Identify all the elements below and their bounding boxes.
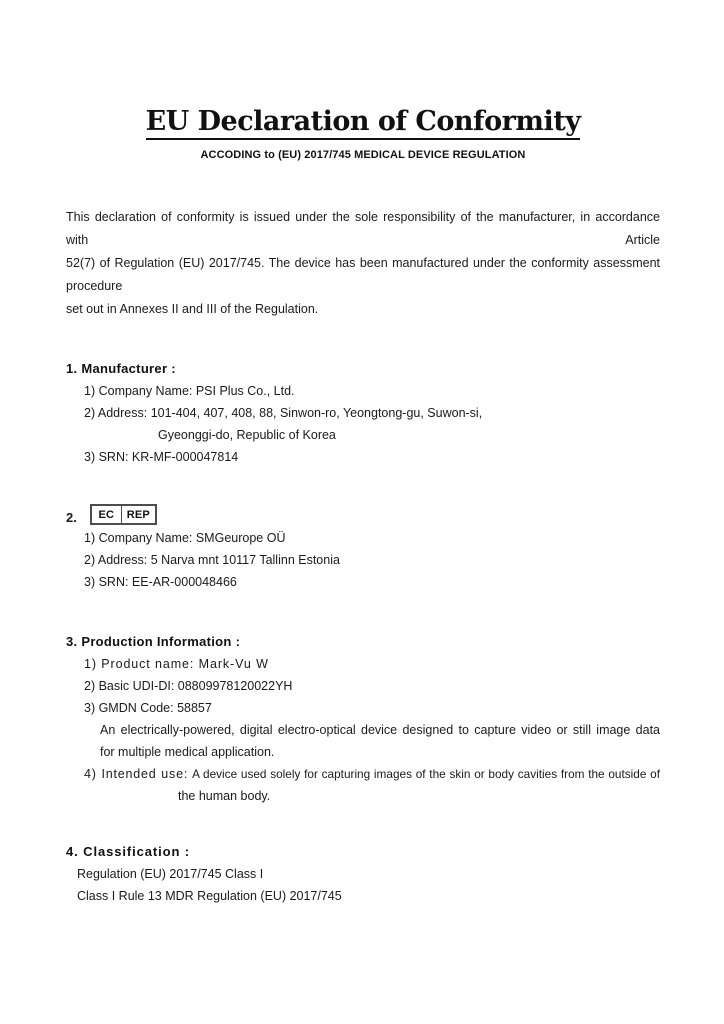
intro-line-3: set out in Annexes II and III of the Regulation. <box>66 302 319 316</box>
gmdn-description-line-2: for multiple medical application. <box>100 745 275 759</box>
manufacturer-address-line-1: 2) Address: 101-404, 407, 408, 88, Sinwon-ro, Yeongtong-gu, Suwon-si, <box>84 406 483 420</box>
gmdn-code: 3) GMDN Code: 58857 <box>84 701 212 715</box>
representative-address: 2) Address: 5 Narva mnt 10117 Tallinn Estonia <box>84 553 340 567</box>
product-name: 1) Product name: Mark-Vu W <box>84 657 269 671</box>
ec-rep-symbol-rep-cell: REP <box>126 508 150 521</box>
document-title-text: EU Declaration of Conformity <box>146 106 581 140</box>
manufacturer-company-name: 1) Company Name: PSI Plus Co., Ltd. <box>84 384 295 398</box>
authorized-representative-number: 2. <box>66 510 77 525</box>
representative-company-name: 1) Company Name: SMGeurope OÜ <box>84 531 286 545</box>
section-classification <box>66 841 660 907</box>
manufacturer-address-line-2: Gyeonggi-do, Republic of Korea <box>158 428 336 442</box>
intended-use-label: 4) Intended use: <box>84 767 189 781</box>
classification-heading: 4. Classification : <box>66 844 191 859</box>
gmdn-description-line-1: An electrically-powered, digital electro-optical device designed to capture video or still image data <box>100 723 660 737</box>
section-manufacturer <box>66 358 660 468</box>
representative-srn: 3) SRN: EE-AR-000048466 <box>84 575 237 589</box>
classification-line-2: Class I Rule 13 MDR Regulation (EU) 2017/745 <box>77 889 342 903</box>
classification-line-1: Regulation (EU) 2017/745 Class I <box>77 867 264 881</box>
authorized-representative-heading <box>66 501 660 525</box>
document-title <box>66 104 660 140</box>
manufacturer-heading: 1. Manufacturer : <box>66 361 176 376</box>
intended-use <box>66 763 660 785</box>
intro-paragraph <box>66 206 660 321</box>
basic-udi-di: 2) Basic UDI-DI: 08809978120022YH <box>84 679 293 693</box>
intro-line-2: 52(7) of Regulation (EU) 2017/745. The device has been manufactured under the conformity assessment procedure <box>66 256 660 293</box>
intended-use-text: A device used solely for capturing images of the skin or body cavities from the outside of <box>192 767 660 781</box>
production-information-heading: 3. Production Information : <box>66 634 241 649</box>
ec-rep-symbol-ec-cell: EC <box>92 506 122 523</box>
ec-rep-symbol-icon <box>90 504 157 525</box>
section-production-information <box>66 631 660 807</box>
intended-use-continuation: the human body. <box>178 789 271 803</box>
intro-line-1: This declaration of conformity is issued under the sole responsibility of the manufacturer, in accordance with Article <box>66 210 660 247</box>
manufacturer-srn: 3) SRN: KR-MF-000047814 <box>84 450 239 464</box>
document-subtitle: ACCODING to (EU) 2017/745 MEDICAL DEVICE REGULATION <box>200 149 526 161</box>
section-authorized-representative <box>66 501 660 593</box>
